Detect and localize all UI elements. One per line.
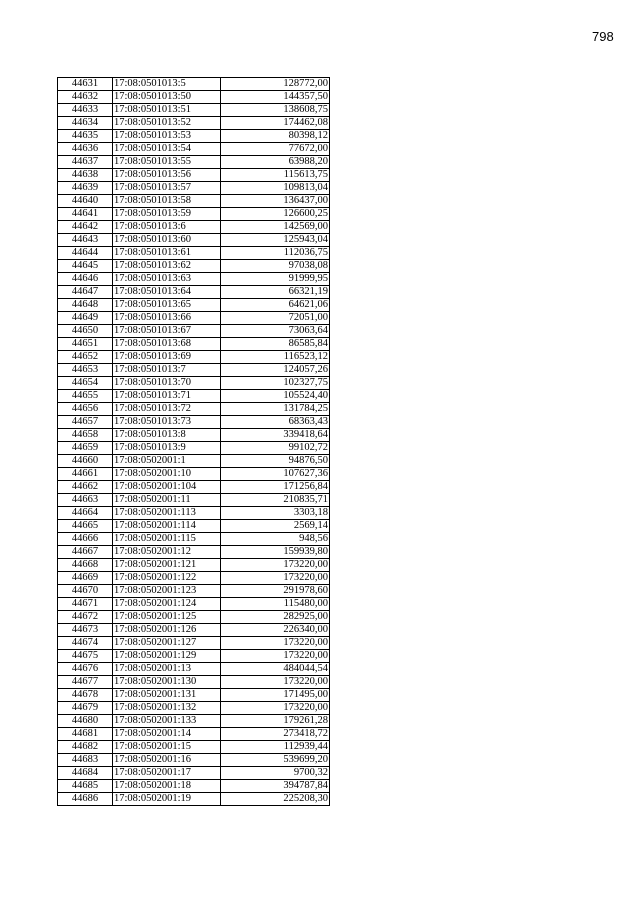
cadastral-value-cell: 9700,32 (221, 767, 330, 780)
row-number-cell: 44661 (58, 468, 113, 481)
row-number-cell: 44646 (58, 273, 113, 286)
cadastral-value-cell: 66321,19 (221, 286, 330, 299)
cadastral-number-cell: 17:08:0502001:115 (113, 533, 221, 546)
cadastral-number-cell: 17:08:0501013:5 (113, 78, 221, 91)
cadastral-value-cell: 131784,25 (221, 403, 330, 416)
cadastral-value-cell: 484044,54 (221, 663, 330, 676)
cadastral-number-cell: 17:08:0502001:113 (113, 507, 221, 520)
cadastral-value-cell: 107627,36 (221, 468, 330, 481)
row-number-cell: 44679 (58, 702, 113, 715)
cadastral-value-cell: 3303,18 (221, 507, 330, 520)
cadastral-number-cell: 17:08:0502001:125 (113, 611, 221, 624)
table-row (58, 234, 330, 247)
cadastral-value-cell: 171256,84 (221, 481, 330, 494)
cadastral-number-cell: 17:08:0501013:58 (113, 195, 221, 208)
cadastral-number-cell: 17:08:0501013:72 (113, 403, 221, 416)
table-row (58, 78, 330, 91)
row-number-cell: 44639 (58, 182, 113, 195)
cadastral-value-cell: 115613,75 (221, 169, 330, 182)
table-row (58, 741, 330, 754)
cadastral-number-cell: 17:08:0502001:12 (113, 546, 221, 559)
cadastral-value-cell: 210835,71 (221, 494, 330, 507)
row-number-cell: 44638 (58, 169, 113, 182)
table-row (58, 390, 330, 403)
table-row (58, 221, 330, 234)
table-row (58, 156, 330, 169)
cadastral-value-cell: 948,56 (221, 533, 330, 546)
cadastral-number-cell: 17:08:0501013:54 (113, 143, 221, 156)
cadastral-value-cell: 125943,04 (221, 234, 330, 247)
table-row (58, 273, 330, 286)
row-number-cell: 44659 (58, 442, 113, 455)
cadastral-number-cell: 17:08:0502001:18 (113, 780, 221, 793)
cadastral-value-cell: 63988,20 (221, 156, 330, 169)
cadastral-number-cell: 17:08:0501013:52 (113, 117, 221, 130)
row-number-cell: 44633 (58, 104, 113, 117)
row-number-cell: 44657 (58, 416, 113, 429)
cadastral-number-cell: 17:08:0502001:126 (113, 624, 221, 637)
table-row (58, 260, 330, 273)
cadastral-number-cell: 17:08:0502001:15 (113, 741, 221, 754)
cadastral-value-cell: 138608,75 (221, 104, 330, 117)
row-number-cell: 44663 (58, 494, 113, 507)
row-number-cell: 44654 (58, 377, 113, 390)
row-number-cell: 44674 (58, 637, 113, 650)
row-number-cell: 44670 (58, 585, 113, 598)
table-row (58, 598, 330, 611)
cadastral-number-cell: 17:08:0502001:121 (113, 559, 221, 572)
table-row (58, 767, 330, 780)
table-row (58, 728, 330, 741)
cadastral-value-cell: 73063,64 (221, 325, 330, 338)
cadastral-number-cell: 17:08:0502001:16 (113, 754, 221, 767)
row-number-cell: 44684 (58, 767, 113, 780)
cadastral-number-cell: 17:08:0501013:53 (113, 130, 221, 143)
cadastral-value-cell: 2569,14 (221, 520, 330, 533)
table-row (58, 182, 330, 195)
cadastral-value-cell: 64621,06 (221, 299, 330, 312)
row-number-cell: 44643 (58, 234, 113, 247)
table-row (58, 702, 330, 715)
row-number-cell: 44681 (58, 728, 113, 741)
row-number-cell: 44631 (58, 78, 113, 91)
row-number-cell: 44678 (58, 689, 113, 702)
table-row (58, 624, 330, 637)
cadastral-value-cell: 173220,00 (221, 559, 330, 572)
row-number-cell: 44672 (58, 611, 113, 624)
cadastral-number-cell: 17:08:0501013:73 (113, 416, 221, 429)
cadastral-number-cell: 17:08:0501013:70 (113, 377, 221, 390)
row-number-cell: 44647 (58, 286, 113, 299)
table-row (58, 481, 330, 494)
cadastral-value-cell: 68363,43 (221, 416, 330, 429)
table-row (58, 130, 330, 143)
cadastral-number-cell: 17:08:0502001:104 (113, 481, 221, 494)
table-row (58, 143, 330, 156)
cadastral-number-cell: 17:08:0501013:71 (113, 390, 221, 403)
table-row (58, 611, 330, 624)
cadastral-number-cell: 17:08:0502001:17 (113, 767, 221, 780)
cadastral-number-cell: 17:08:0502001:131 (113, 689, 221, 702)
row-number-cell: 44644 (58, 247, 113, 260)
row-number-cell: 44641 (58, 208, 113, 221)
row-number-cell: 44676 (58, 663, 113, 676)
cadastral-value-cell: 124057,26 (221, 364, 330, 377)
table-row (58, 780, 330, 793)
table-row (58, 195, 330, 208)
table-row (58, 676, 330, 689)
table-row (58, 468, 330, 481)
table-row (58, 637, 330, 650)
cadastral-value-cell: 173220,00 (221, 650, 330, 663)
cadastral-number-cell: 17:08:0502001:1 (113, 455, 221, 468)
cadastral-value-cell: 142569,00 (221, 221, 330, 234)
table-row (58, 416, 330, 429)
row-number-cell: 44667 (58, 546, 113, 559)
cadastral-value-cell: 77672,00 (221, 143, 330, 156)
row-number-cell: 44675 (58, 650, 113, 663)
cadastral-value-cell: 80398,12 (221, 130, 330, 143)
cadastral-number-cell: 17:08:0502001:122 (113, 572, 221, 585)
cadastral-value-cell: 226340,00 (221, 624, 330, 637)
cadastral-number-cell: 17:08:0501013:9 (113, 442, 221, 455)
table-row (58, 91, 330, 104)
cadastral-number-cell: 17:08:0501013:8 (113, 429, 221, 442)
cadastral-number-cell: 17:08:0501013:51 (113, 104, 221, 117)
table-row (58, 286, 330, 299)
cadastral-value-cell: 282925,00 (221, 611, 330, 624)
cadastral-value-cell: 174462,08 (221, 117, 330, 130)
table-row (58, 663, 330, 676)
row-number-cell: 44637 (58, 156, 113, 169)
cadastral-value-cell: 144357,50 (221, 91, 330, 104)
row-number-cell: 44660 (58, 455, 113, 468)
table-row (58, 117, 330, 130)
table-row (58, 559, 330, 572)
cadastral-number-cell: 17:08:0502001:132 (113, 702, 221, 715)
row-number-cell: 44662 (58, 481, 113, 494)
cadastral-value-cell: 109813,04 (221, 182, 330, 195)
row-number-cell: 44673 (58, 624, 113, 637)
row-number-cell: 44656 (58, 403, 113, 416)
row-number-cell: 44653 (58, 364, 113, 377)
cadastral-value-cell: 394787,84 (221, 780, 330, 793)
cadastral-number-cell: 17:08:0501013:56 (113, 169, 221, 182)
cadastral-value-cell: 539699,20 (221, 754, 330, 767)
table-row (58, 546, 330, 559)
table-row (58, 338, 330, 351)
cadastral-number-cell: 17:08:0501013:63 (113, 273, 221, 286)
cadastral-value-cell: 128772,00 (221, 78, 330, 91)
cadastral-number-cell: 17:08:0501013:50 (113, 91, 221, 104)
row-number-cell: 44685 (58, 780, 113, 793)
table-row (58, 351, 330, 364)
cadastral-number-cell: 17:08:0501013:62 (113, 260, 221, 273)
row-number-cell: 44648 (58, 299, 113, 312)
row-number-cell: 44635 (58, 130, 113, 143)
cadastral-number-cell: 17:08:0501013:64 (113, 286, 221, 299)
row-number-cell: 44634 (58, 117, 113, 130)
cadastral-number-cell: 17:08:0502001:10 (113, 468, 221, 481)
row-number-cell: 44632 (58, 91, 113, 104)
table-row (58, 403, 330, 416)
cadastral-number-cell: 17:08:0501013:68 (113, 338, 221, 351)
cadastral-number-cell: 17:08:0502001:127 (113, 637, 221, 650)
cadastral-number-cell: 17:08:0501013:66 (113, 312, 221, 325)
cadastral-value-cell: 225208,30 (221, 793, 330, 806)
cadastral-value-cell: 159939,80 (221, 546, 330, 559)
row-number-cell: 44666 (58, 533, 113, 546)
table-row (58, 754, 330, 767)
row-number-cell: 44645 (58, 260, 113, 273)
table-row (58, 650, 330, 663)
table-row (58, 793, 330, 806)
cadastral-value-cell: 102327,75 (221, 377, 330, 390)
row-number-cell: 44640 (58, 195, 113, 208)
table-row (58, 494, 330, 507)
cadastral-value-table (57, 77, 330, 806)
table-row (58, 325, 330, 338)
table-row (58, 429, 330, 442)
row-number-cell: 44686 (58, 793, 113, 806)
table-body (58, 78, 330, 806)
row-number-cell: 44668 (58, 559, 113, 572)
table-row (58, 572, 330, 585)
table-row (58, 299, 330, 312)
cadastral-value-cell: 136437,00 (221, 195, 330, 208)
cadastral-value-cell: 173220,00 (221, 676, 330, 689)
row-number-cell: 44658 (58, 429, 113, 442)
cadastral-value-cell: 339418,64 (221, 429, 330, 442)
table-row (58, 377, 330, 390)
cadastral-value-cell: 97038,08 (221, 260, 330, 273)
table-row (58, 312, 330, 325)
table-row (58, 442, 330, 455)
table-row (58, 585, 330, 598)
table-row (58, 104, 330, 117)
row-number-cell: 44650 (58, 325, 113, 338)
row-number-cell: 44680 (58, 715, 113, 728)
table-row (58, 455, 330, 468)
cadastral-number-cell: 17:08:0502001:11 (113, 494, 221, 507)
cadastral-value-cell: 173220,00 (221, 702, 330, 715)
cadastral-number-cell: 17:08:0502001:133 (113, 715, 221, 728)
cadastral-value-cell: 173220,00 (221, 637, 330, 650)
row-number-cell: 44682 (58, 741, 113, 754)
row-number-cell: 44677 (58, 676, 113, 689)
cadastral-value-cell: 112939,44 (221, 741, 330, 754)
cadastral-number-cell: 17:08:0502001:13 (113, 663, 221, 676)
row-number-cell: 44642 (58, 221, 113, 234)
cadastral-value-cell: 86585,84 (221, 338, 330, 351)
cadastral-value-cell: 91999,95 (221, 273, 330, 286)
table-row (58, 715, 330, 728)
row-number-cell: 44669 (58, 572, 113, 585)
cadastral-number-cell: 17:08:0501013:61 (113, 247, 221, 260)
cadastral-number-cell: 17:08:0501013:7 (113, 364, 221, 377)
row-number-cell: 44655 (58, 390, 113, 403)
cadastral-value-cell: 179261,28 (221, 715, 330, 728)
cadastral-number-cell: 17:08:0502001:130 (113, 676, 221, 689)
cadastral-number-cell: 17:08:0501013:59 (113, 208, 221, 221)
cadastral-number-cell: 17:08:0501013:55 (113, 156, 221, 169)
cadastral-value-cell: 171495,00 (221, 689, 330, 702)
row-number-cell: 44683 (58, 754, 113, 767)
cadastral-value-cell: 273418,72 (221, 728, 330, 741)
table-row (58, 507, 330, 520)
row-number-cell: 44671 (58, 598, 113, 611)
row-number-cell: 44651 (58, 338, 113, 351)
row-number-cell: 44664 (58, 507, 113, 520)
cadastral-number-cell: 17:08:0502001:123 (113, 585, 221, 598)
cadastral-value-cell: 173220,00 (221, 572, 330, 585)
page-number: 798 (592, 29, 614, 44)
cadastral-value-cell: 112036,75 (221, 247, 330, 260)
cadastral-value-cell: 291978,60 (221, 585, 330, 598)
cadastral-number-cell: 17:08:0501013:67 (113, 325, 221, 338)
cadastral-number-cell: 17:08:0502001:19 (113, 793, 221, 806)
cadastral-number-cell: 17:08:0502001:124 (113, 598, 221, 611)
cadastral-number-cell: 17:08:0502001:129 (113, 650, 221, 663)
row-number-cell: 44665 (58, 520, 113, 533)
cadastral-value-cell: 94876,50 (221, 455, 330, 468)
table-row (58, 247, 330, 260)
cadastral-number-cell: 17:08:0501013:6 (113, 221, 221, 234)
table-row (58, 533, 330, 546)
cadastral-number-cell: 17:08:0502001:14 (113, 728, 221, 741)
table-row (58, 364, 330, 377)
table-row (58, 689, 330, 702)
cadastral-value-cell: 72051,00 (221, 312, 330, 325)
table-row (58, 169, 330, 182)
cadastral-number-cell: 17:08:0501013:57 (113, 182, 221, 195)
cadastral-number-cell: 17:08:0501013:65 (113, 299, 221, 312)
table-row (58, 208, 330, 221)
cadastral-number-cell: 17:08:0501013:69 (113, 351, 221, 364)
row-number-cell: 44636 (58, 143, 113, 156)
cadastral-value-cell: 105524,40 (221, 390, 330, 403)
cadastral-value-cell: 116523,12 (221, 351, 330, 364)
row-number-cell: 44649 (58, 312, 113, 325)
cadastral-value-cell: 126600,25 (221, 208, 330, 221)
table-row (58, 520, 330, 533)
cadastral-number-cell: 17:08:0502001:114 (113, 520, 221, 533)
row-number-cell: 44652 (58, 351, 113, 364)
cadastral-number-cell: 17:08:0501013:60 (113, 234, 221, 247)
cadastral-value-cell: 115480,00 (221, 598, 330, 611)
cadastral-value-cell: 99102,72 (221, 442, 330, 455)
